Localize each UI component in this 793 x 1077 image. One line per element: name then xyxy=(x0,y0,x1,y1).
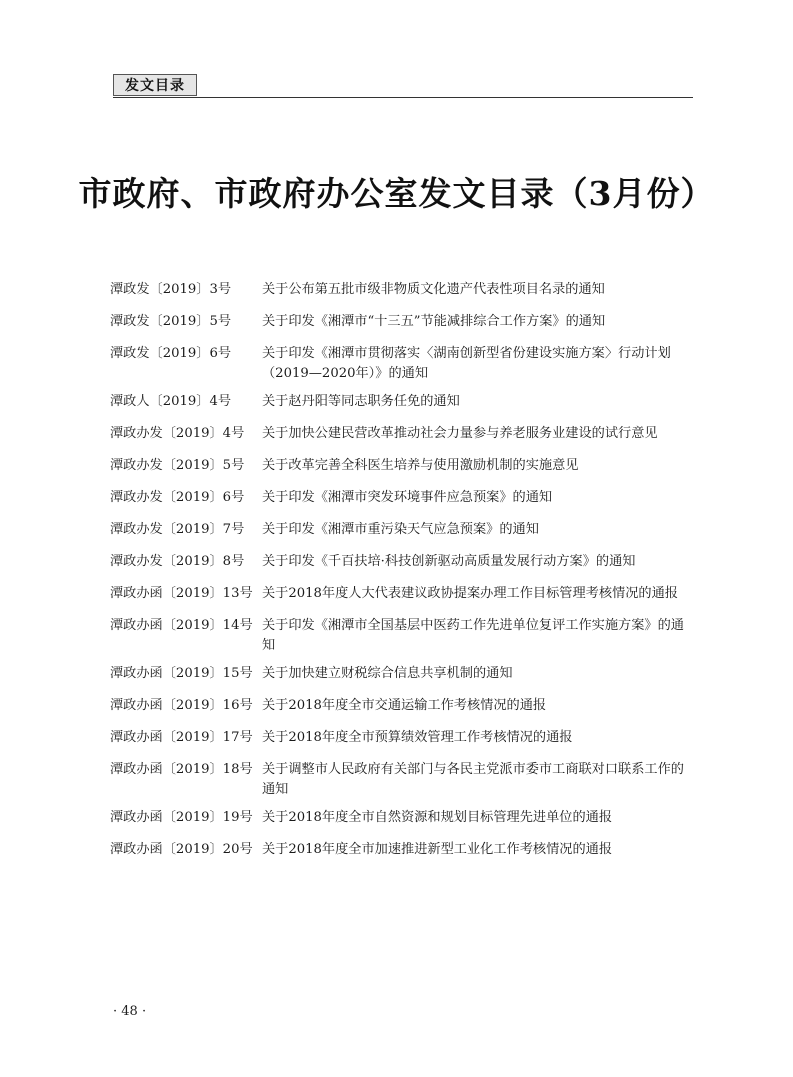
page-title: 市政府、市政府办公室发文目录（3月份） xyxy=(78,174,715,213)
document-subject: 关于加快建立财税综合信息共享机制的通知 xyxy=(262,666,513,681)
document-number: 潭政办发〔2019〕5号 xyxy=(110,458,245,473)
document-subject: 关于2018年度全市加速推进新型工业化工作考核情况的通报 xyxy=(262,842,613,857)
document-subject: 关于改革完善全科医生培养与使用激励机制的实施意见 xyxy=(262,458,579,473)
document-row xyxy=(110,840,690,860)
document-subject: 关于印发《湘潭市贯彻落实〈湖南创新型省份建设实施方案〉行动计划（2019—2020年）》的通知 xyxy=(262,346,671,381)
document-subject: 关于调整市人民政府有关部门与各民主党派市委市工商联对口联系工作的通知 xyxy=(262,762,684,797)
document-subject: 关于印发《湘潭市突发环境事件应急预案》的通知 xyxy=(262,490,553,505)
document-subject: 关于2018年度全市自然资源和规划目标管理先进单位的通报 xyxy=(262,810,613,825)
document-subject: 关于印发《湘潭市“十三五”节能减排综合工作方案》的通知 xyxy=(262,314,606,329)
document-row xyxy=(110,616,690,656)
document-row xyxy=(110,312,690,332)
document-number: 潭政办发〔2019〕4号 xyxy=(110,426,245,441)
document-row xyxy=(110,696,690,716)
document-subject: 关于加快公建民营改革推动社会力量参与养老服务业建设的试行意见 xyxy=(262,426,658,441)
document-row xyxy=(110,456,690,476)
document-number: 潭政办发〔2019〕7号 xyxy=(110,522,245,537)
document-number: 潭政办函〔2019〕18号 xyxy=(110,762,253,777)
page-number: · 48 · xyxy=(113,1004,147,1019)
document-number: 潭政办函〔2019〕14号 xyxy=(110,618,253,633)
document-row xyxy=(110,584,690,604)
document-number: 潭政人〔2019〕4号 xyxy=(110,394,232,409)
document-row xyxy=(110,728,690,748)
document-row xyxy=(110,520,690,540)
document-subject: 关于印发《湘潭市全国基层中医药工作先进单位复评工作实施方案》的通知 xyxy=(262,618,684,653)
document-list xyxy=(110,280,690,860)
section-tag xyxy=(113,74,197,96)
document-row xyxy=(110,424,690,444)
document-subject: 关于2018年度人大代表建议政协提案办理工作目标管理考核情况的通报 xyxy=(262,586,678,601)
document-row xyxy=(110,392,690,412)
document-number: 潭政办发〔2019〕6号 xyxy=(110,490,245,505)
document-number: 潭政办函〔2019〕15号 xyxy=(110,666,253,681)
document-number: 潭政办函〔2019〕20号 xyxy=(110,842,253,857)
document-row xyxy=(110,760,690,800)
document-subject: 关于印发《湘潭市重污染天气应急预案》的通知 xyxy=(262,522,539,537)
header-divider xyxy=(113,97,693,98)
document-row xyxy=(110,552,690,572)
document-number: 潭政办发〔2019〕8号 xyxy=(110,554,245,569)
document-number: 潭政办函〔2019〕13号 xyxy=(110,586,253,601)
document-subject: 关于赵丹阳等同志职务任免的通知 xyxy=(262,394,460,409)
document-subject: 关于印发《千百扶培·科技创新驱动高质量发展行动方案》的通知 xyxy=(262,554,636,569)
document-row xyxy=(110,664,690,684)
document-number: 潭政办函〔2019〕17号 xyxy=(110,730,253,745)
document-number: 潭政办函〔2019〕19号 xyxy=(110,810,253,825)
document-subject: 关于2018年度全市预算绩效管理工作考核情况的通报 xyxy=(262,730,573,745)
document-number: 潭政发〔2019〕6号 xyxy=(110,346,232,361)
document-row xyxy=(110,344,690,384)
document-row xyxy=(110,488,690,508)
document-number: 潭政办函〔2019〕16号 xyxy=(110,698,253,713)
document-row xyxy=(110,280,690,300)
document-number: 潭政发〔2019〕3号 xyxy=(110,282,232,297)
document-subject: 关于公布第五批市级非物质文化遗产代表性项目名录的通知 xyxy=(262,282,605,297)
document-number: 潭政发〔2019〕5号 xyxy=(110,314,232,329)
section-tag-label: 发文目录 xyxy=(125,78,185,94)
document-row xyxy=(110,808,690,828)
document-subject: 关于2018年度全市交通运输工作考核情况的通报 xyxy=(262,698,547,713)
